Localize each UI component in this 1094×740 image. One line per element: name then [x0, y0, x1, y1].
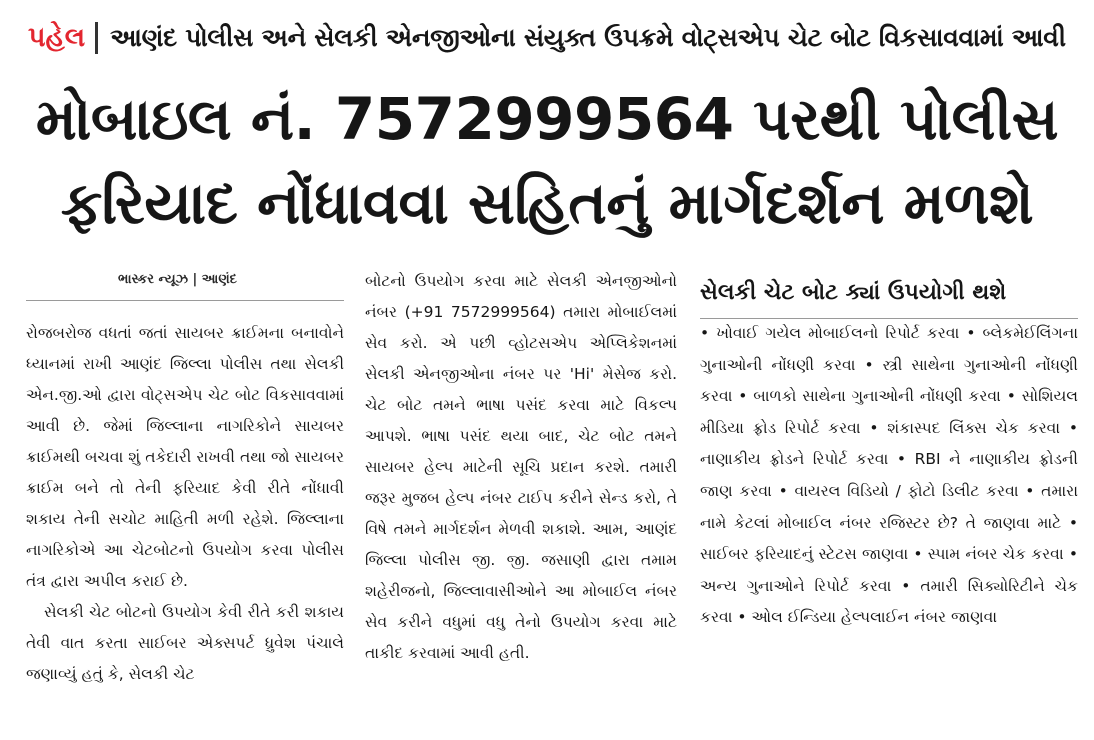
article-paragraph: સેલકી ચેટ બોટનો ઉપયોગ કેવી રીતે કરી શકાય તેવી વાત કરતા સાઈબર એક્સપર્ટ ધ્રુવેશ પંચાલે જણાવ્યું હતું કે, સેલકી ચેટ — [26, 603, 344, 683]
kicker-divider — [95, 22, 98, 54]
sidebar-column — [700, 318, 1078, 634]
sidebar-heading: સેલકી ચેટ બોટ ક્યાં ઉપયોગી થશે — [700, 280, 1007, 305]
article-column-1 — [26, 318, 344, 690]
kicker-line — [28, 18, 1078, 58]
column-divider — [26, 300, 344, 301]
kicker-text: આણંદ પોલીસ અને સેલકી એનજીઓના સંયુક્ત ઉપક્રમે વોટ્સએપ ચેટ બોટ વિકસાવવામાં આવી — [110, 23, 1066, 52]
headline-line-2: ફરિયાદ નોંધાવવા સહિતનું માર્ગદર્શન મળશે — [60, 169, 1034, 237]
article-paragraph: બોટનો ઉપયોગ કરવા માટે સેલકી એનજીઓનો નંબર (+91 7572999564) તમારા મોબાઈલમાં સેવ કરો. એ પછી વ્હોટસએપ એપ્લિકેશનમાં સેલકી એનજીઓના નંબર પર 'Hi' મેસેજ કરો. ચેટ બોટ તમને ભાષા પસંદ કરવા માટે વિકલ્પ આપશે. ભાષા પસંદ થયા બાદ, ચેટ બોટ તમને સાયબર હેલ્પ માટેની સૂચિ પ્રદાન કરશે. તમારી જરૂર મુજબ હેલ્પ નંબર ટાઈપ કરીને સેન્ડ કરો, તે વિષે તમને માર્ગદર્શન મેળવી શકાશે. આમ, આણંદ જિલ્લા પોલીસ જી. જી. જસાણી દ્વારા તમામ શહેરીજનો, જિલ્લાવાસીઓને આ મોબાઈલ નંબર સેવ કરીને વધુમાં વધુ તેનો ઉપયોગ કરવા માટે તાકીદ કરવામાં આવી હતી. — [365, 272, 677, 662]
sidebar-list: • ખોવાઈ ગયેલ મોબાઈલનો રિપોર્ટ કરવા • બ્લેકમેઈલિંગના ગુનાઓની નોંધણી કરવા • સ્ત્રી સાથેના ગુનાઓની નોંધણી કરવા • બાળકો સાથેના ગુનાઓની નોંધણી કરવા • સોશિયલ મીડિયા ફ્રોડ રિપોર્ટ કરવા • શંકાસ્પદ લિંક્સ ચેક કરવા • નાણાકીય ફ્રોડને રિપોર્ટ કરવા • RBI ને નાણાકીય ફ્રોડની જાણ કરવા • વાયરલ વિડિયો / ફોટો ડિલીટ કરવા • તમારા નામે કેટલાં મોબાઈલ નંબર રજિસ્ટર છે? તે જાણવા માટે • સાઈબર ફરિયાદનું સ્ટેટસ જાણવા • સ્પામ નંબર ચેક કરવા • અન્ય ગુનાઓને રિપોર્ટ કરવા • તમારી સિક્યોરિટીને ચેક કરવા • ઓલ ઈન્ડિયા હેલ્પલાઈન નંબર જાણવા — [700, 324, 1078, 627]
article-column-2 — [365, 266, 677, 669]
kicker-tag: પહેલ — [28, 22, 86, 53]
byline: ભાસ્કર ન્યૂઝ | આણંદ — [118, 272, 237, 287]
headline-line-1: મોબાઇલ નં. 7572999564 પરથી પોલીસ — [35, 85, 1059, 153]
article-paragraph: રોજબરોજ વધતાં જતાં સાયબર ક્રાઈમના બનાવોને ધ્યાનમાં રાખી આણંદ જિલ્લા પોલીસ તથા સેલકી એન.જી.ઓ દ્વારા વોટ્સએપ ચેટ બોટ વિકસાવવામાં આવી છે. જેમાં જિલ્લાના નાગરિકોને સાયબર ક્રાઈમથી બચવા શું તકેદારી રાખવી તથા જો સાયબર ક્રાઈમ બને તો તેની ફરિયાદ કેવી રીતે નોંધાવી શકાય તેની સચોટ માહિતી મળી રહેશે. જિલ્લાના નાગરિકોએ આ ચેટબોટનો ઉપયોગ કરવા પોલીસ તંત્ર દ્વારા અપીલ કરાઈ છે. — [26, 324, 344, 590]
